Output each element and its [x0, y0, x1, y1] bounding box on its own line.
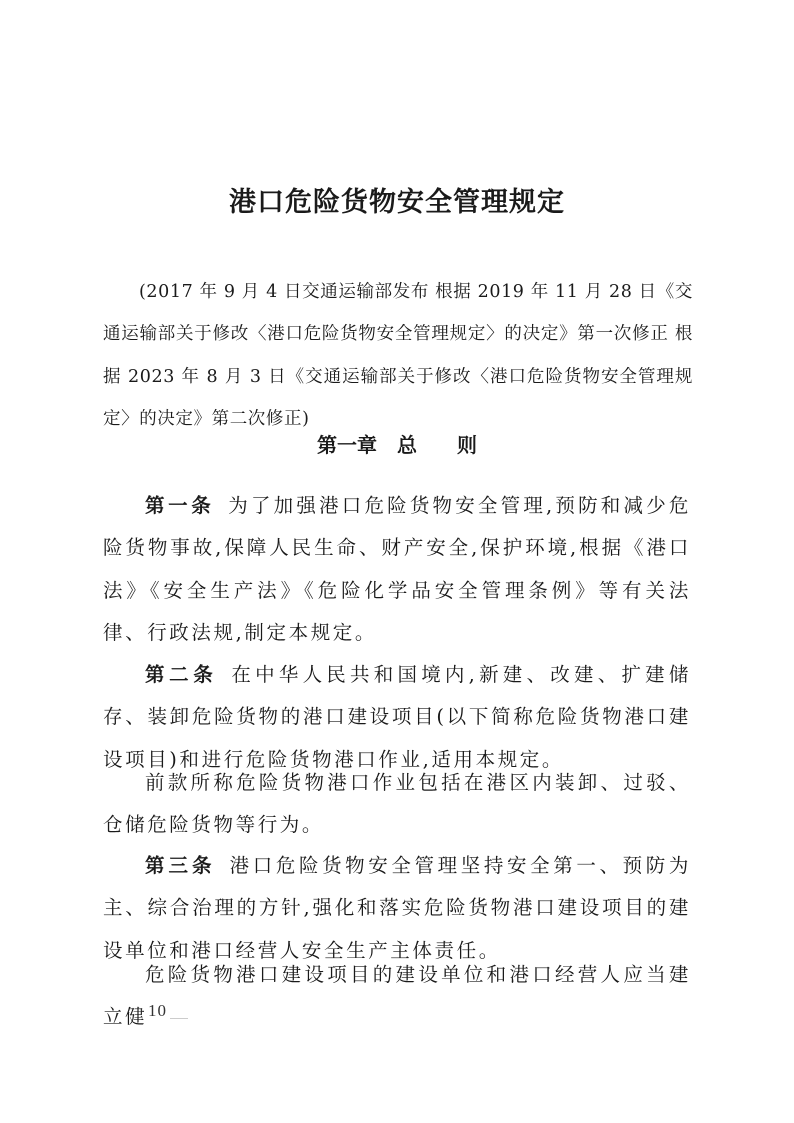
- article-3-continuation-paragraph: [103, 954, 691, 1039]
- article-3-label: 第三条: [145, 854, 216, 877]
- article-2-continuation-paragraph: [103, 762, 691, 847]
- revision-note: (2017 年 9 月 4 日交通运输部发布 根据 2019 年 11 月 28 日《交通运输部关于修改〈港口危险货物安全管理规定〉的决定》第一次修正 根据 2023 年 8 月 3 日《交通运输部关于修改〈港口危险货物安全管理规定〉的决定》第二次修正): [103, 281, 693, 429]
- article-3-text: 港口危险货物安全管理坚持安全第一、预防为主、综合治理的方针,强化和落实危险货物港口建设项目的建设单位和港口经营人安全生产主体责任。: [103, 854, 691, 962]
- article-1-paragraph: [103, 485, 691, 654]
- chapter-heading: [0, 425, 794, 465]
- article-2-text: 在中华人民共和国境内,新建、改建、扩建储存、装卸危险货物的港口建设项目(以下简称危险货物港口建设项目)和进行危险货物港口作业,适用本规定。: [103, 663, 691, 771]
- article-3-continuation-text: 危险货物港口建设项目的建设单位和港口经营人应当建立健: [103, 963, 691, 1029]
- article-1-label: 第一条: [145, 494, 215, 517]
- article-1-text: 为了加强港口危险货物安全管理,预防和减少危险货物事故,保障人民生命、财产安全,保护环境,根据《港口法》《安全生产法》《危险化学品安全管理条例》等有关法律、行政法规,制定本规定。: [103, 494, 691, 644]
- document-title: 港口危险货物安全管理规定: [229, 187, 565, 218]
- article-2-continuation-text: 前款所称危险货物港口作业包括在港区内装卸、过驳、仓储危险货物等行为。: [103, 771, 691, 837]
- article-3-paragraph: [103, 845, 691, 972]
- page-number: 10: [148, 1001, 167, 1020]
- page-number-rule: [170, 1018, 188, 1019]
- article-2-label: 第二条: [145, 663, 218, 686]
- chapter-title: 第一章 总 则: [317, 433, 477, 457]
